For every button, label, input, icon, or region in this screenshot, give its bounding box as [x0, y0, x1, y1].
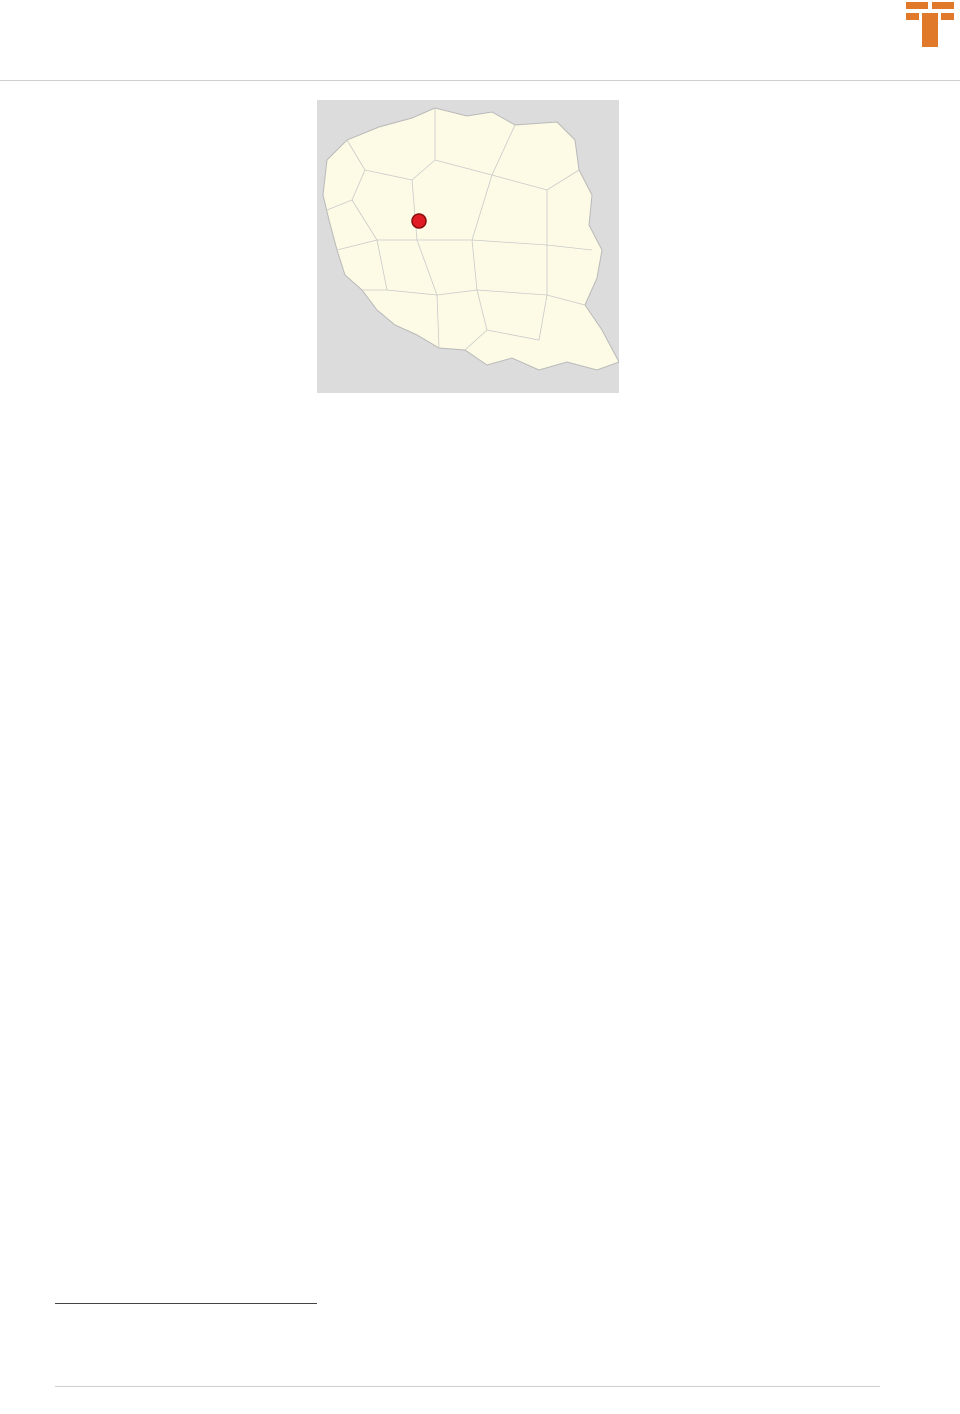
- footnote-divider: [55, 1303, 317, 1304]
- footer-divider: [55, 1386, 880, 1387]
- poland-map-image: [317, 100, 619, 393]
- page-header: [0, 0, 960, 80]
- gniezno-marker: [412, 214, 426, 228]
- trako-logo: [900, 0, 956, 66]
- trako-logo-icon: [900, 0, 956, 48]
- poland-map: [317, 100, 619, 393]
- header-divider: [0, 80, 960, 81]
- page-number: [864, 1393, 876, 1413]
